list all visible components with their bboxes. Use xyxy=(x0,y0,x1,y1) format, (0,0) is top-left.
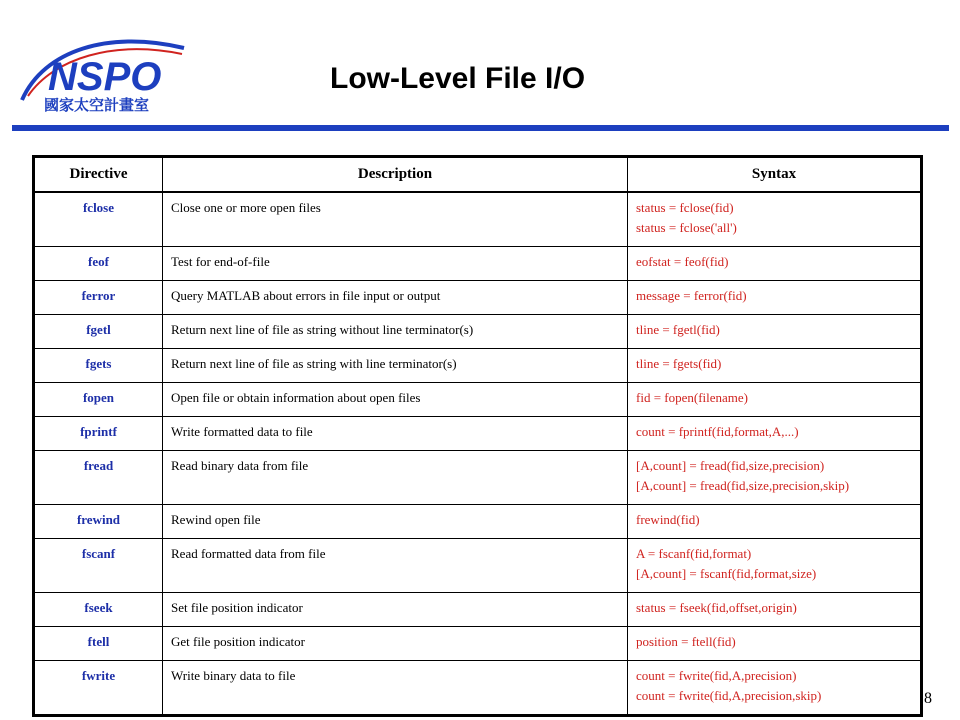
syntax-line: [A,count] = fscanf(fid,format,size) xyxy=(636,566,817,581)
description-cell: Close one or more open files xyxy=(163,192,628,247)
file-io-table xyxy=(32,155,923,717)
directive-cell: fwrite xyxy=(34,661,163,716)
syntax-line: position = ftell(fid) xyxy=(636,634,736,649)
description-cell: Query MATLAB about errors in file input or output xyxy=(163,281,628,315)
table-body xyxy=(34,192,922,716)
description-cell: Read formatted data from file xyxy=(163,539,628,593)
table-row xyxy=(34,417,922,451)
nspo-logo xyxy=(14,30,194,116)
directive-cell: fprintf xyxy=(34,417,163,451)
syntax-cell xyxy=(628,505,922,539)
syntax-cell xyxy=(628,451,922,505)
directive-cell: ftell xyxy=(34,627,163,661)
description-cell: Set file position indicator xyxy=(163,593,628,627)
directive-cell: fgetl xyxy=(34,315,163,349)
syntax-line: status = fclose('all') xyxy=(636,220,737,235)
directive-cell: frewind xyxy=(34,505,163,539)
table-row xyxy=(34,627,922,661)
page-number: 8 xyxy=(924,690,932,707)
syntax-cell xyxy=(628,417,922,451)
description-cell: Rewind open file xyxy=(163,505,628,539)
syntax-line: fid = fopen(filename) xyxy=(636,390,749,405)
description-cell: Open file or obtain information about open files xyxy=(163,383,628,417)
directive-cell: fgets xyxy=(34,349,163,383)
table-row xyxy=(34,315,922,349)
header-divider xyxy=(12,125,949,131)
syntax-line: [A,count] = fread(fid,size,precision,skip) xyxy=(636,478,850,493)
syntax-line: tline = fgets(fid) xyxy=(636,356,722,371)
table-row xyxy=(34,383,922,417)
table-row xyxy=(34,192,922,247)
description-cell: Test for end-of-file xyxy=(163,247,628,281)
file-io-table-container xyxy=(32,155,920,717)
directive-cell: fread xyxy=(34,451,163,505)
syntax-cell xyxy=(628,661,922,716)
syntax-line: status = fclose(fid) xyxy=(636,200,734,215)
syntax-cell xyxy=(628,315,922,349)
description-cell: Get file position indicator xyxy=(163,627,628,661)
description-cell: Return next line of file as string with line terminator(s) xyxy=(163,349,628,383)
table-row xyxy=(34,247,922,281)
table-header-row xyxy=(34,157,922,193)
directive-cell: fseek xyxy=(34,593,163,627)
syntax-cell xyxy=(628,192,922,247)
table-row xyxy=(34,661,922,716)
syntax-line: frewind(fid) xyxy=(636,512,700,527)
syntax-line: A = fscanf(fid,format) xyxy=(636,546,752,561)
syntax-line: tline = fgetl(fid) xyxy=(636,322,720,337)
table-row xyxy=(34,349,922,383)
nspo-logo-graphic xyxy=(14,30,194,116)
directive-cell: feof xyxy=(34,247,163,281)
syntax-line: count = fwrite(fid,A,precision) xyxy=(636,668,797,683)
syntax-cell xyxy=(628,627,922,661)
directive-cell: fclose xyxy=(34,192,163,247)
description-cell: Write binary data to file xyxy=(163,661,628,716)
directive-cell: fopen xyxy=(34,383,163,417)
table-row xyxy=(34,505,922,539)
header-syntax: Syntax xyxy=(628,157,922,193)
description-cell: Read binary data from file xyxy=(163,451,628,505)
description-cell: Return next line of file as string without line terminator(s) xyxy=(163,315,628,349)
syntax-line: eofstat = feof(fid) xyxy=(636,254,729,269)
header-description: Description xyxy=(163,157,628,193)
logo-text: NSPO xyxy=(48,55,162,99)
syntax-line: count = fprintf(fid,format,A,...) xyxy=(636,424,799,439)
syntax-line: status = fseek(fid,offset,origin) xyxy=(636,600,797,615)
slide-title: Low-Level File I/O xyxy=(330,62,586,95)
directive-cell: ferror xyxy=(34,281,163,315)
directive-cell: fscanf xyxy=(34,539,163,593)
table-row xyxy=(34,281,922,315)
table-row xyxy=(34,451,922,505)
table-row xyxy=(34,593,922,627)
syntax-line: [A,count] = fread(fid,size,precision) xyxy=(636,458,825,473)
syntax-cell xyxy=(628,349,922,383)
syntax-line: count = fwrite(fid,A,precision,skip) xyxy=(636,688,822,703)
syntax-cell xyxy=(628,593,922,627)
description-cell: Write formatted data to file xyxy=(163,417,628,451)
syntax-cell xyxy=(628,383,922,417)
syntax-cell xyxy=(628,247,922,281)
syntax-line: message = ferror(fid) xyxy=(636,288,747,303)
table-row xyxy=(34,539,922,593)
logo-subtitle: 國家太空計畫室 xyxy=(44,96,150,114)
syntax-cell xyxy=(628,539,922,593)
header-directive: Directive xyxy=(34,157,163,193)
syntax-cell xyxy=(628,281,922,315)
